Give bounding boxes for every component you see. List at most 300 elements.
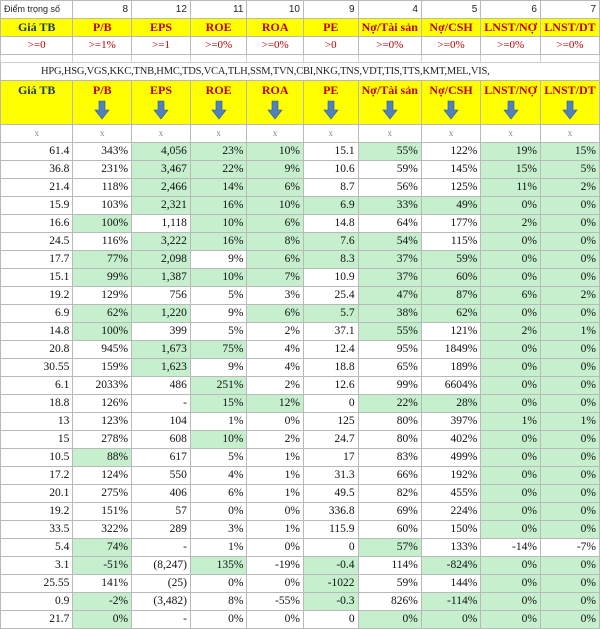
criteria-cell[interactable]: >=0%	[481, 37, 541, 55]
data-cell[interactable]: 151%	[73, 503, 132, 521]
data-cell[interactable]: 2%	[247, 431, 304, 449]
data-cell[interactable]: 61.4	[1, 143, 73, 161]
data-cell[interactable]: 12.4	[303, 341, 358, 359]
data-cell[interactable]: 278%	[73, 431, 132, 449]
data-cell[interactable]: 289	[132, 521, 191, 539]
data-cell[interactable]: 80%	[358, 413, 421, 431]
column-header[interactable]: Nợ/CSH	[421, 19, 480, 37]
filter-header[interactable]	[481, 81, 541, 125]
data-cell[interactable]: 0%	[540, 593, 599, 611]
data-cell[interactable]: 121%	[421, 323, 480, 341]
data-cell[interactable]: 24.7	[303, 431, 358, 449]
filter-header[interactable]	[132, 81, 191, 125]
empty-cell[interactable]	[73, 55, 132, 63]
data-cell[interactable]: (25)	[132, 575, 191, 593]
data-cell[interactable]: 0%	[540, 431, 599, 449]
data-cell[interactable]: 0%	[540, 233, 599, 251]
data-cell[interactable]: 23%	[190, 143, 247, 161]
data-cell[interactable]: 49.5	[303, 485, 358, 503]
data-cell[interactable]: 141%	[73, 575, 132, 593]
data-cell[interactable]: 125	[303, 413, 358, 431]
weight-cell[interactable]: 7	[540, 1, 599, 19]
criteria-cell[interactable]: >=0	[1, 37, 73, 55]
data-cell[interactable]: 0%	[481, 197, 541, 215]
data-cell[interactable]: -2%	[73, 593, 132, 611]
data-cell[interactable]: 11%	[481, 179, 541, 197]
data-cell[interactable]: 0%	[540, 251, 599, 269]
data-cell[interactable]: 0	[303, 539, 358, 557]
data-cell[interactable]: 406	[132, 485, 191, 503]
data-cell[interactable]: 1%	[247, 467, 304, 485]
column-header[interactable]: LNST/DT	[540, 19, 599, 37]
data-cell[interactable]: 3%	[247, 287, 304, 305]
data-cell[interactable]: 0%	[247, 413, 304, 431]
filter-cell[interactable]: x	[132, 125, 191, 143]
down-arrow-icon[interactable]	[154, 101, 168, 119]
data-cell[interactable]: 5%	[190, 323, 247, 341]
data-cell[interactable]: 1%	[190, 539, 247, 557]
data-cell[interactable]: 0%	[247, 575, 304, 593]
data-cell[interactable]: 59%	[358, 161, 421, 179]
data-cell[interactable]: 20.8	[1, 341, 73, 359]
data-cell[interactable]: 9%	[190, 251, 247, 269]
data-cell[interactable]: 7.6	[303, 233, 358, 251]
empty-cell[interactable]	[132, 55, 191, 63]
data-cell[interactable]: 1,220	[132, 305, 191, 323]
data-cell[interactable]: 0%	[481, 503, 541, 521]
data-cell[interactable]: 3.1	[1, 557, 73, 575]
data-cell[interactable]: 0%	[481, 377, 541, 395]
data-cell[interactable]: 12.6	[303, 377, 358, 395]
data-cell[interactable]: 5%	[190, 287, 247, 305]
data-cell[interactable]: 6.1	[1, 377, 73, 395]
data-cell[interactable]: 80%	[358, 431, 421, 449]
data-cell[interactable]: 8.3	[303, 251, 358, 269]
data-cell[interactable]: 231%	[73, 161, 132, 179]
data-cell[interactable]: 22%	[358, 395, 421, 413]
data-cell[interactable]: 0	[303, 395, 358, 413]
data-cell[interactable]: 129%	[73, 287, 132, 305]
data-cell[interactable]: -55%	[247, 593, 304, 611]
data-cell[interactable]: -7%	[540, 539, 599, 557]
data-cell[interactable]: 15%	[190, 395, 247, 413]
weight-cell[interactable]: 10	[247, 1, 304, 19]
down-arrow-icon[interactable]	[383, 101, 397, 119]
data-cell[interactable]: 2033%	[73, 377, 132, 395]
data-cell[interactable]: 59%	[358, 575, 421, 593]
column-header[interactable]: Nợ/Tài sản	[358, 19, 421, 37]
data-cell[interactable]: 5%	[190, 449, 247, 467]
data-cell[interactable]: 14%	[190, 179, 247, 197]
data-cell[interactable]: 0%	[481, 269, 541, 287]
data-cell[interactable]: 125%	[421, 179, 480, 197]
data-cell[interactable]: -19%	[247, 557, 304, 575]
data-cell[interactable]: 0%	[540, 611, 599, 629]
data-cell[interactable]: 0%	[358, 611, 421, 629]
data-cell[interactable]: 0%	[190, 611, 247, 629]
empty-cell[interactable]	[190, 55, 247, 63]
data-cell[interactable]: 88%	[73, 449, 132, 467]
data-cell[interactable]: 0%	[481, 395, 541, 413]
filter-header[interactable]	[421, 81, 480, 125]
data-cell[interactable]: 0%	[540, 359, 599, 377]
weight-cell[interactable]: 12	[132, 1, 191, 19]
data-cell[interactable]: 123%	[73, 413, 132, 431]
empty-cell[interactable]	[1, 55, 73, 63]
data-cell[interactable]: 0%	[540, 521, 599, 539]
filter-cell[interactable]: x	[1, 125, 73, 143]
data-cell[interactable]: 343%	[73, 143, 132, 161]
data-cell[interactable]: 177%	[421, 215, 480, 233]
data-cell[interactable]: 133%	[421, 539, 480, 557]
data-cell[interactable]: 18.8	[1, 395, 73, 413]
data-cell[interactable]: 0%	[481, 431, 541, 449]
data-cell[interactable]: 122%	[421, 143, 480, 161]
data-cell[interactable]: -824%	[421, 557, 480, 575]
data-cell[interactable]: 7%	[247, 269, 304, 287]
data-cell[interactable]: 6%	[247, 179, 304, 197]
data-cell[interactable]: 2,321	[132, 197, 191, 215]
data-cell[interactable]: 0%	[540, 269, 599, 287]
data-cell[interactable]: 0%	[481, 557, 541, 575]
data-cell[interactable]: 322%	[73, 521, 132, 539]
empty-cell[interactable]	[247, 55, 304, 63]
data-cell[interactable]: 4%	[190, 467, 247, 485]
data-cell[interactable]: 10%	[190, 269, 247, 287]
down-arrow-icon[interactable]	[444, 101, 458, 119]
data-cell[interactable]: 104	[132, 413, 191, 431]
data-cell[interactable]: 0.9	[1, 593, 73, 611]
data-cell[interactable]: 15%	[540, 143, 599, 161]
data-cell[interactable]: 1%	[481, 413, 541, 431]
data-cell[interactable]: 608	[132, 431, 191, 449]
data-cell[interactable]: 116%	[73, 233, 132, 251]
data-cell[interactable]: 87%	[421, 287, 480, 305]
filter-header[interactable]	[190, 81, 247, 125]
data-cell[interactable]: 8.7	[303, 179, 358, 197]
data-cell[interactable]: 15.1	[303, 143, 358, 161]
data-cell[interactable]: 17.2	[1, 467, 73, 485]
data-cell[interactable]: 33.5	[1, 521, 73, 539]
column-header[interactable]: P/B	[73, 19, 132, 37]
data-cell[interactable]: 56%	[358, 179, 421, 197]
data-cell[interactable]: 59%	[421, 251, 480, 269]
data-cell[interactable]: 0%	[481, 467, 541, 485]
data-cell[interactable]: 0%	[540, 485, 599, 503]
data-cell[interactable]: 6%	[247, 251, 304, 269]
data-cell[interactable]: 22%	[190, 161, 247, 179]
data-cell[interactable]: 19.2	[1, 503, 73, 521]
data-cell[interactable]: 0%	[540, 197, 599, 215]
data-cell[interactable]: 37%	[358, 251, 421, 269]
data-cell[interactable]: 1%	[540, 323, 599, 341]
criteria-cell[interactable]: >=1	[132, 37, 191, 55]
data-cell[interactable]: 0%	[540, 377, 599, 395]
data-cell[interactable]: 135%	[190, 557, 247, 575]
data-cell[interactable]: 115.9	[303, 521, 358, 539]
data-cell[interactable]: 0%	[540, 215, 599, 233]
data-cell[interactable]: 10%	[190, 215, 247, 233]
data-cell[interactable]: 9%	[247, 161, 304, 179]
criteria-cell[interactable]: >=0%	[247, 37, 304, 55]
data-cell[interactable]: -14%	[481, 539, 541, 557]
criteria-cell[interactable]: >=1%	[73, 37, 132, 55]
down-arrow-icon[interactable]	[563, 101, 577, 119]
data-cell[interactable]: 115%	[421, 233, 480, 251]
data-cell[interactable]: 20.1	[1, 485, 73, 503]
data-cell[interactable]: 4,056	[132, 143, 191, 161]
data-cell[interactable]: 14.8	[1, 323, 73, 341]
data-cell[interactable]: 5.4	[1, 539, 73, 557]
data-cell[interactable]: 1,118	[132, 215, 191, 233]
data-cell[interactable]: 0%	[481, 611, 541, 629]
data-cell[interactable]: 251%	[190, 377, 247, 395]
data-cell[interactable]: (3,482)	[132, 593, 191, 611]
data-cell[interactable]: 16%	[190, 233, 247, 251]
data-cell[interactable]: 1849%	[421, 341, 480, 359]
data-cell[interactable]: 145%	[421, 161, 480, 179]
data-cell[interactable]: 3,467	[132, 161, 191, 179]
data-cell[interactable]: 25.4	[303, 287, 358, 305]
data-cell[interactable]: 103%	[73, 197, 132, 215]
filter-header[interactable]	[73, 81, 132, 125]
data-cell[interactable]: 8%	[247, 233, 304, 251]
data-cell[interactable]: 30.55	[1, 359, 73, 377]
data-cell[interactable]: 945%	[73, 341, 132, 359]
data-cell[interactable]: 0%	[247, 539, 304, 557]
data-cell[interactable]: 0%	[481, 485, 541, 503]
criteria-cell[interactable]: >=0%	[358, 37, 421, 55]
data-cell[interactable]: 14.8	[303, 215, 358, 233]
data-cell[interactable]: -0.3	[303, 593, 358, 611]
data-cell[interactable]: 37%	[358, 269, 421, 287]
data-cell[interactable]: 0%	[540, 305, 599, 323]
data-cell[interactable]: 0%	[481, 575, 541, 593]
criteria-cell[interactable]: >0	[303, 37, 358, 55]
data-cell[interactable]: 224%	[421, 503, 480, 521]
data-cell[interactable]: 0%	[190, 575, 247, 593]
data-cell[interactable]: 159%	[73, 359, 132, 377]
data-cell[interactable]: 0%	[481, 521, 541, 539]
data-cell[interactable]: 100%	[73, 323, 132, 341]
empty-cell[interactable]	[540, 55, 599, 63]
data-cell[interactable]: 15	[1, 431, 73, 449]
data-cell[interactable]: 95%	[358, 341, 421, 359]
data-cell[interactable]: 57	[132, 503, 191, 521]
data-cell[interactable]: 55%	[358, 143, 421, 161]
data-cell[interactable]: 189%	[421, 359, 480, 377]
criteria-cell[interactable]: >=0%	[190, 37, 247, 55]
data-cell[interactable]: 2%	[540, 179, 599, 197]
data-cell[interactable]: 28%	[421, 395, 480, 413]
data-cell[interactable]: 118%	[73, 179, 132, 197]
data-cell[interactable]: 19%	[481, 143, 541, 161]
down-arrow-icon[interactable]	[268, 101, 282, 119]
weight-cell[interactable]: 9	[303, 1, 358, 19]
data-cell[interactable]: 6604%	[421, 377, 480, 395]
data-cell[interactable]: 10.9	[303, 269, 358, 287]
data-cell[interactable]: 6.9	[303, 197, 358, 215]
data-cell[interactable]: 62%	[421, 305, 480, 323]
data-cell[interactable]: 455%	[421, 485, 480, 503]
data-cell[interactable]: 0%	[540, 503, 599, 521]
data-cell[interactable]: 17	[303, 449, 358, 467]
data-cell[interactable]: 0%	[540, 341, 599, 359]
data-cell[interactable]: -	[132, 611, 191, 629]
data-cell[interactable]: 0%	[481, 341, 541, 359]
data-cell[interactable]: 399	[132, 323, 191, 341]
data-cell[interactable]: 18.8	[303, 359, 358, 377]
empty-cell[interactable]	[358, 55, 421, 63]
weight-cell[interactable]: 6	[481, 1, 541, 19]
data-cell[interactable]: 3,222	[132, 233, 191, 251]
data-cell[interactable]: 36.8	[1, 161, 73, 179]
data-cell[interactable]: 21.4	[1, 179, 73, 197]
data-cell[interactable]: 33%	[358, 197, 421, 215]
data-cell[interactable]: 144%	[421, 575, 480, 593]
criteria-cell[interactable]: >=0%	[421, 37, 480, 55]
down-arrow-icon[interactable]	[212, 101, 226, 119]
data-cell[interactable]: 83%	[358, 449, 421, 467]
empty-cell[interactable]	[481, 55, 541, 63]
empty-cell[interactable]	[303, 55, 358, 63]
data-cell[interactable]: 6%	[190, 485, 247, 503]
filter-cell[interactable]: x	[421, 125, 480, 143]
data-cell[interactable]: 756	[132, 287, 191, 305]
column-header[interactable]: LNST/NỢ	[481, 19, 541, 37]
data-cell[interactable]: 275%	[73, 485, 132, 503]
data-cell[interactable]: 55%	[358, 323, 421, 341]
data-cell[interactable]: 336.8	[303, 503, 358, 521]
data-cell[interactable]: 6%	[247, 215, 304, 233]
data-cell[interactable]: 6%	[247, 305, 304, 323]
data-cell[interactable]: 2,466	[132, 179, 191, 197]
data-cell[interactable]: 6.9	[1, 305, 73, 323]
data-cell[interactable]: 1,673	[132, 341, 191, 359]
filter-cell[interactable]: x	[247, 125, 304, 143]
data-cell[interactable]: 124%	[73, 467, 132, 485]
data-cell[interactable]: 37.1	[303, 323, 358, 341]
data-cell[interactable]: 17.7	[1, 251, 73, 269]
data-cell[interactable]: 126%	[73, 395, 132, 413]
data-cell[interactable]: 4%	[247, 341, 304, 359]
empty-cell[interactable]	[421, 55, 480, 63]
data-cell[interactable]: -1022	[303, 575, 358, 593]
filter-header[interactable]	[303, 81, 358, 125]
data-cell[interactable]: 60%	[421, 269, 480, 287]
data-cell[interactable]: 13	[1, 413, 73, 431]
data-cell[interactable]: 2%	[247, 377, 304, 395]
data-cell[interactable]: 486	[132, 377, 191, 395]
filter-header[interactable]	[247, 81, 304, 125]
data-cell[interactable]: -51%	[73, 557, 132, 575]
data-cell[interactable]: 19.2	[1, 287, 73, 305]
data-cell[interactable]: 10.5	[1, 449, 73, 467]
data-cell[interactable]: 192%	[421, 467, 480, 485]
data-cell[interactable]: 16%	[190, 197, 247, 215]
data-cell[interactable]: 0%	[481, 251, 541, 269]
data-cell[interactable]: 114%	[358, 557, 421, 575]
data-cell[interactable]: 2,098	[132, 251, 191, 269]
data-cell[interactable]: 66%	[358, 467, 421, 485]
data-cell[interactable]: 12%	[247, 395, 304, 413]
data-cell[interactable]: 47%	[358, 287, 421, 305]
data-cell[interactable]: 1%	[190, 413, 247, 431]
data-cell[interactable]: 0%	[247, 503, 304, 521]
data-cell[interactable]: 2%	[481, 323, 541, 341]
data-cell[interactable]: 31.3	[303, 467, 358, 485]
data-cell[interactable]: -114%	[421, 593, 480, 611]
data-cell[interactable]: 5%	[540, 161, 599, 179]
data-cell[interactable]: 75%	[190, 341, 247, 359]
data-cell[interactable]: -0.4	[303, 557, 358, 575]
filter-header[interactable]	[358, 81, 421, 125]
data-cell[interactable]: 0%	[540, 575, 599, 593]
data-cell[interactable]: 2%	[481, 215, 541, 233]
data-cell[interactable]: 9%	[190, 359, 247, 377]
data-cell[interactable]: 0%	[73, 611, 132, 629]
down-arrow-icon[interactable]	[504, 101, 518, 119]
data-cell[interactable]: 69%	[358, 503, 421, 521]
data-cell[interactable]: 2%	[540, 287, 599, 305]
data-cell[interactable]: 1%	[247, 449, 304, 467]
filter-cell[interactable]: x	[540, 125, 599, 143]
data-cell[interactable]: 2%	[247, 323, 304, 341]
data-cell[interactable]: 5.7	[303, 305, 358, 323]
tickers-cell[interactable]: HPG,HSG,VGS,KKC,TNB,HMC,TDS,VCA,TLH,SSM,TVN,CBI,NKG,TNS,VDT,TIS,TTS,KMT,MEL,VIS,	[1, 63, 600, 81]
data-cell[interactable]: 6%	[481, 287, 541, 305]
weight-cell[interactable]: 5	[421, 1, 480, 19]
data-cell[interactable]: 15.1	[1, 269, 73, 287]
data-cell[interactable]: 21.7	[1, 611, 73, 629]
data-cell[interactable]: 77%	[73, 251, 132, 269]
column-header[interactable]: ROA	[247, 19, 304, 37]
data-cell[interactable]: 1,623	[132, 359, 191, 377]
data-cell[interactable]: 0%	[247, 611, 304, 629]
data-cell[interactable]: 9%	[190, 305, 247, 323]
data-cell[interactable]: 0	[303, 611, 358, 629]
data-cell[interactable]: 0%	[481, 305, 541, 323]
data-cell[interactable]: 65%	[358, 359, 421, 377]
filter-cell[interactable]: x	[190, 125, 247, 143]
data-cell[interactable]: 1,387	[132, 269, 191, 287]
data-cell[interactable]: 99%	[358, 377, 421, 395]
data-cell[interactable]: 150%	[421, 521, 480, 539]
data-cell[interactable]: 60%	[358, 521, 421, 539]
data-cell[interactable]: 99%	[73, 269, 132, 287]
data-cell[interactable]: 38%	[358, 305, 421, 323]
data-cell[interactable]: 0%	[540, 557, 599, 575]
data-cell[interactable]: 1%	[247, 485, 304, 503]
data-cell[interactable]: 57%	[358, 539, 421, 557]
filter-cell[interactable]: x	[481, 125, 541, 143]
filter-cell[interactable]: x	[73, 125, 132, 143]
data-cell[interactable]: 0%	[540, 467, 599, 485]
data-cell[interactable]: 8%	[190, 593, 247, 611]
data-cell[interactable]: 499%	[421, 449, 480, 467]
data-cell[interactable]: 617	[132, 449, 191, 467]
data-cell[interactable]: 10%	[247, 143, 304, 161]
data-cell[interactable]: 0%	[481, 449, 541, 467]
column-header[interactable]: PE	[303, 19, 358, 37]
data-cell[interactable]: -	[132, 395, 191, 413]
data-cell[interactable]: 82%	[358, 485, 421, 503]
criteria-cell[interactable]: >=0%	[540, 37, 599, 55]
data-cell[interactable]: 0%	[481, 233, 541, 251]
data-cell[interactable]: 10%	[247, 197, 304, 215]
down-arrow-icon[interactable]	[95, 101, 109, 119]
data-cell[interactable]: 0%	[421, 611, 480, 629]
